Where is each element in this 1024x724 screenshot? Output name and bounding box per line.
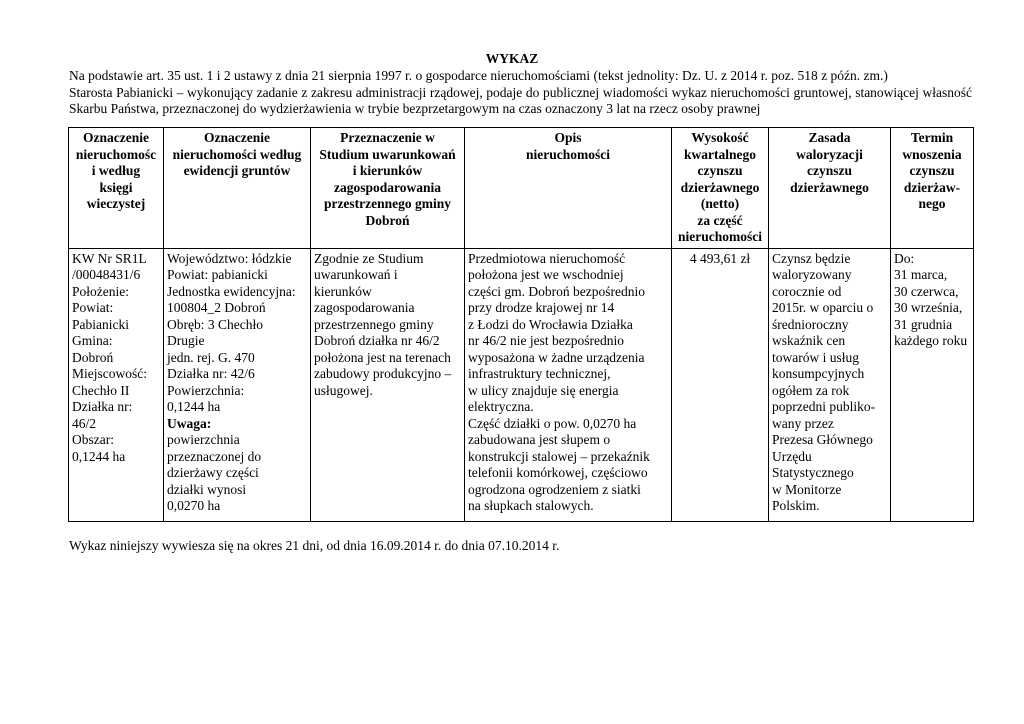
text-line: każdego roku: [894, 333, 968, 348]
text-line: części gm. Dobroń bezpośrednio: [468, 283, 645, 299]
text-line: Opis: [554, 130, 582, 145]
text-line: przestrzennego gminy: [314, 316, 434, 332]
cell-indexation-rule: [769, 248, 891, 521]
text-line: zabudowy produkcyjno –: [314, 366, 452, 381]
text-line: wany przez: [772, 415, 834, 431]
text-line: powierzchnia: [167, 432, 240, 447]
header-indexation-rule: [769, 128, 891, 249]
header-zoning-purpose: [311, 128, 465, 249]
text-line: poprzedni publiko-: [772, 399, 876, 414]
text-line: waloryzacji: [796, 146, 863, 162]
text-line: corocznie od: [772, 283, 842, 299]
text-line: Wysokość: [691, 130, 749, 145]
text-line: Prezesa Głównego: [772, 432, 873, 447]
text-line: przestrzennego gminy: [323, 196, 452, 211]
legal-basis-line: Na podstawie art. 35 ust. 1 i 2 ustawy z dnia 21 sierpnia 1997 r. o gospodarce nieruchomościami (tekst jednolity: Dz. U. z 2014 r. poz. 518 z późn. zm.): [69, 68, 888, 83]
text-line: Urzędu: [772, 448, 812, 464]
text-line: 30 września,: [894, 300, 963, 315]
text-line: Polskim.: [772, 498, 820, 513]
cell-land-registry: [69, 248, 164, 521]
text-line: 30 czerwca,: [894, 283, 959, 299]
text-line: Dobroń działka nr 46/2: [314, 333, 440, 348]
text-line: księgi: [99, 179, 133, 195]
property-table: [68, 127, 974, 522]
text-line: Drugie: [167, 333, 205, 348]
text-line: Obręb: 3 Chechło: [167, 316, 263, 332]
text-line: zagospodarowania: [333, 179, 442, 195]
text-line: Do:: [894, 250, 915, 266]
table-row: [69, 248, 974, 521]
text-line: średnioroczny: [772, 316, 849, 332]
text-line: Jednostka ewidencyjna:: [167, 283, 296, 299]
text-line: Obszar:: [72, 432, 114, 447]
posting-period-note: Wykaz niniejszy wywiesza się na okres 21 dni, od dnia 16.09.2014 r. do dnia 07.10.2014 r.: [69, 538, 560, 553]
text-line: Dobroń: [365, 212, 410, 228]
text-line: 31 marca,: [894, 267, 948, 282]
text-line: na słupkach stalowych.: [468, 498, 594, 513]
text-line: usługowej.: [314, 382, 373, 398]
text-line: dzierżawy części: [167, 465, 259, 480]
text-line: nr 46/2 nie jest bezpośrednio: [468, 333, 624, 348]
text-line: Chechło II: [72, 382, 130, 398]
cell-land-records: [164, 248, 311, 521]
text-line: konstrukcji stalowej – przekaźnik: [468, 448, 650, 464]
text-line: Studium uwarunkowań: [319, 146, 456, 162]
text-line: Miejscowość:: [72, 366, 147, 381]
text-line: 0,1244 ha: [72, 448, 126, 464]
text-line: Czynsz będzie: [772, 250, 851, 266]
text-line: ogrodzona ogrodzeniem z siatki: [468, 481, 641, 497]
text-line: telefonii komórkowej, częściowo: [468, 465, 648, 480]
text-line: Działka nr: 42/6: [167, 366, 255, 381]
text-line: 46/2: [72, 415, 97, 431]
text-line: Dobroń: [72, 349, 114, 365]
text-line: nieruchomości: [678, 229, 762, 244]
text-line: nieruchomości: [526, 146, 610, 162]
text-line: przy drodze krajowej nr 14: [468, 300, 615, 315]
text-line: Część działki o pow. 0,0270 ha: [468, 415, 637, 431]
text-line: konsumpcyjnych: [772, 366, 865, 381]
text-line: Województwo: łódzkie: [167, 250, 292, 266]
text-line: nieruchomośc: [75, 146, 157, 162]
header-quarterly-rent: [672, 128, 769, 249]
text-line: ogółem za rok: [772, 382, 850, 398]
text-line: Zasada: [808, 130, 851, 145]
text-line: towarów i usług: [772, 349, 859, 365]
text-line: czynszu: [697, 163, 743, 178]
text-line: elektryczna.: [468, 399, 534, 414]
text-line: 0,1244 ha: [167, 399, 221, 414]
text-line: Powierzchnia:: [167, 382, 245, 398]
text-line: z Łodzi do Wrocławia Działka: [468, 316, 633, 332]
document-title: WYKAZ: [485, 51, 539, 66]
header-land-registry: [69, 128, 164, 249]
text-line: nego: [918, 196, 946, 211]
land-records-lines: [167, 251, 307, 416]
text-line: w ulicy znajduje się energia: [468, 382, 619, 398]
text-line: nieruchomości według: [172, 146, 302, 162]
text-line: Przeznaczenie w: [340, 130, 435, 145]
header-payment-deadline: [891, 128, 974, 249]
text-line: Położenie:: [72, 283, 129, 299]
note-lines: [167, 432, 307, 515]
text-line: 100804_2 Dobroń: [167, 300, 266, 315]
text-line: położona jest na terenach: [314, 349, 451, 365]
text-line: 0,0270 ha: [167, 498, 221, 513]
header-property-description: [465, 128, 672, 249]
text-line: jedn. rej. G. 470: [167, 349, 255, 365]
text-line: położona jest we wschodniej: [468, 267, 624, 282]
text-line: /00048431/6: [72, 267, 141, 282]
text-line: czynszu: [909, 163, 955, 178]
text-line: infrastruktury technicznej,: [468, 366, 611, 381]
cell-zoning-purpose: [311, 248, 465, 521]
text-line: Powiat: pabianicki: [167, 267, 268, 282]
cell-property-description: [465, 248, 672, 521]
text-line: w Monitorze: [772, 481, 842, 497]
text-line: waloryzowany: [772, 267, 852, 282]
text-line: kwartalnego: [684, 146, 756, 162]
text-line: 2015r. w oparciu o: [772, 300, 874, 315]
text-line: dzierżaw-: [903, 179, 961, 195]
text-line: ewidencji gruntów: [183, 163, 291, 178]
text-line: działki wynosi: [167, 481, 247, 497]
text-line: Gmina:: [72, 333, 113, 348]
text-line: (netto): [700, 196, 740, 211]
text-line: Pabianicki: [72, 316, 129, 332]
text-line: dzierżawnego: [790, 179, 869, 195]
cell-quarterly-rent: 4 493,61 zł: [672, 248, 769, 521]
table-header-row: [69, 128, 974, 249]
text-line: Statystycznego: [772, 465, 854, 480]
text-line: czynszu: [807, 163, 852, 178]
text-line: Termin: [910, 130, 954, 145]
text-line: kierunków: [314, 283, 372, 299]
text-line: zabudowana jest słupem o: [468, 432, 611, 447]
text-line: Oznaczenie: [83, 130, 149, 145]
text-line: wieczystej: [86, 196, 146, 211]
text-line: Powiat:: [72, 300, 114, 315]
text-line: Przedmiotowa nieruchomość: [468, 250, 626, 266]
text-line: 31 grudnia: [894, 316, 953, 332]
announcement-text: Starosta Pabianicki – wykonujący zadanie z zakresu administracji rządowej, podaje do publicznej wiadomości wykaz nieruchomości gruntowej, stanowiącej własność Skarbu Państwa, przeznaczonej do wydzierżawienia w trybie bezprzetargowym na czas oznaczony 3 lat na rzecz osoby prawnej: [69, 84, 972, 116]
text-line: dzierżawnego: [680, 179, 760, 195]
text-line: i kierunków: [352, 163, 423, 178]
text-line: przeznaczonej do: [167, 448, 262, 464]
text-line: wskaźnik cen: [772, 333, 846, 348]
header-land-records: [164, 128, 311, 249]
intro-paragraph: [69, 68, 972, 118]
text-line: Oznaczenie: [204, 130, 270, 145]
note-label: Uwaga:: [167, 415, 212, 431]
text-line: wyposażona w żadne urządzenia: [468, 349, 645, 365]
text-line: i według: [91, 163, 141, 178]
text-line: zagospodarowania: [314, 300, 415, 315]
text-line: Działka nr:: [72, 399, 133, 414]
text-line: wnoszenia: [902, 146, 962, 162]
text-line: Zgodnie ze Studium: [314, 250, 424, 266]
text-line: uwarunkowań i: [314, 267, 398, 282]
cell-payment-deadline: [891, 248, 974, 521]
text-line: KW Nr SR1L: [72, 250, 147, 266]
text-line: za część: [697, 212, 743, 228]
